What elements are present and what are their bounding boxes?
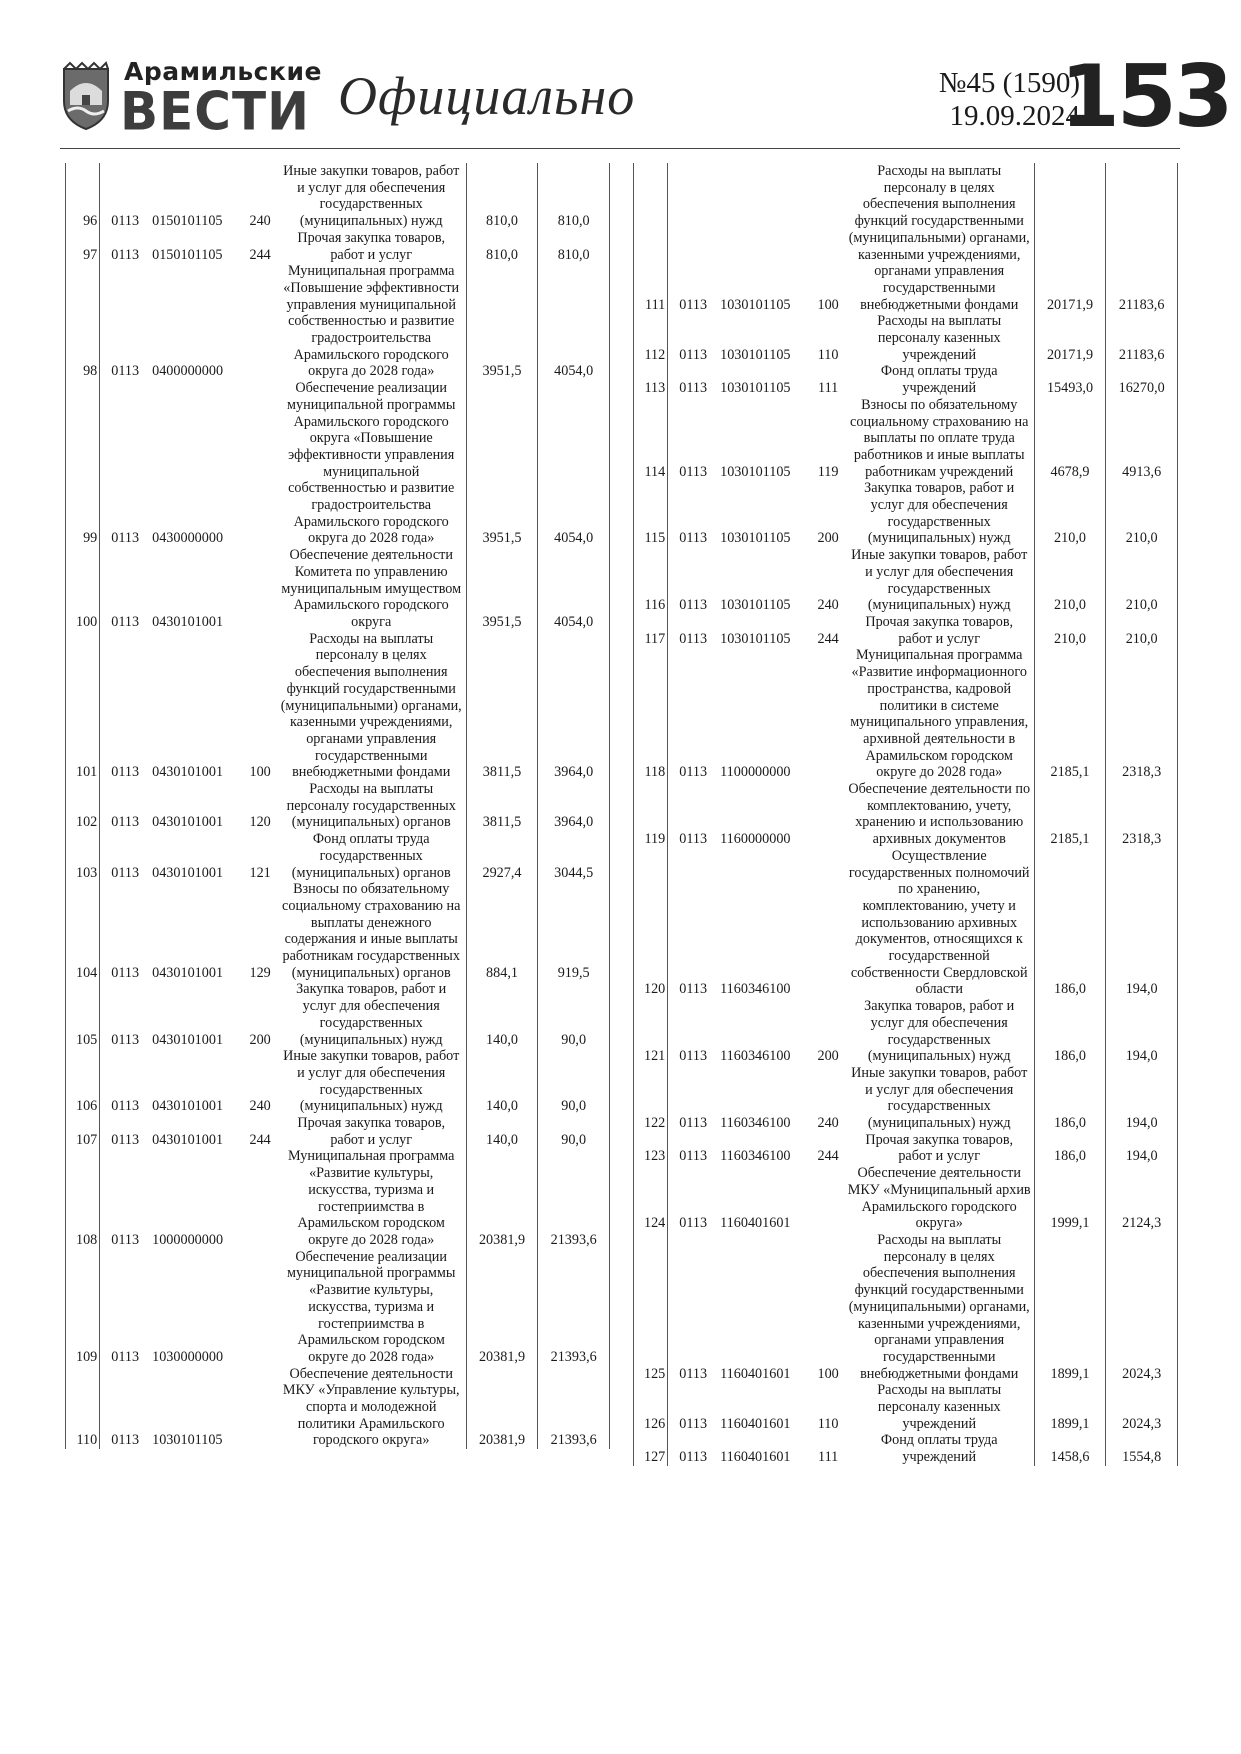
amount-year-2: 21393,6 <box>538 1249 610 1366</box>
table-row <box>66 230 610 263</box>
budget-table-right <box>633 163 1178 1466</box>
section-code: 0113 <box>679 380 708 397</box>
table-row <box>66 1115 610 1148</box>
section-code: 0113 <box>111 213 140 230</box>
section-code: 0113 <box>679 1365 708 1382</box>
amount-year-1: 1458,6 <box>1034 1432 1106 1465</box>
header-divider <box>60 148 1180 149</box>
table-row <box>66 263 610 380</box>
issue-number: №45 (1590) <box>938 67 1080 99</box>
row-number: 127 <box>634 1432 668 1465</box>
expense-type-code: 240 <box>249 213 271 230</box>
target-article-code: 0400000000 <box>152 363 224 380</box>
amount-year-2: 2024,3 <box>1106 1382 1178 1432</box>
expense-type-code: 100 <box>249 764 271 781</box>
amount-year-2: 2024,3 <box>1106 1232 1178 1382</box>
amount-year-1: 4678,9 <box>1034 397 1106 481</box>
expense-type-code <box>244 547 277 631</box>
amount-year-1: 2185,1 <box>1034 781 1106 848</box>
amount-year-2: 21393,6 <box>538 1148 610 1248</box>
left-column <box>65 163 610 1615</box>
amount-year-2: 4054,0 <box>538 380 610 547</box>
table-row <box>66 781 610 831</box>
section-code: 0113 <box>111 814 140 831</box>
table-row <box>634 397 1178 481</box>
row-number: 101 <box>66 631 100 781</box>
row-number: 107 <box>66 1115 100 1148</box>
section-code: 0113 <box>111 1131 140 1148</box>
row-number: 103 <box>66 831 100 881</box>
amount-year-1: 140,0 <box>466 1048 538 1115</box>
item-name: Иные закупки товаров, работ и услуг для обеспечения государственных (муниципальных) нужд <box>845 1065 1034 1132</box>
section-code: 0113 <box>111 864 140 881</box>
item-name: Расходы на выплаты персоналу казенных учреждений <box>845 1382 1034 1432</box>
section-code: 0113 <box>679 1048 708 1065</box>
amount-year-2: 21183,6 <box>1106 163 1178 313</box>
item-name: Обеспечение реализации муниципальной программы Арамильского городского округа «Повышение эффективности управления муниципальной собственностью и развитие градостроительства Арамильского городского округа до 2028 года» <box>277 380 466 547</box>
expense-type-code: 240 <box>817 1115 839 1132</box>
amount-year-2: 194,0 <box>1106 1065 1178 1132</box>
section-code: 0113 <box>679 1415 708 1432</box>
target-article-code: 0430101001 <box>152 864 224 881</box>
amount-year-2: 919,5 <box>538 881 610 981</box>
item-name: Расходы на выплаты персоналу казенных учреждений <box>845 313 1034 363</box>
item-name: Прочая закупка товаров, работ и услуг <box>845 614 1034 647</box>
item-name: Фонд оплаты труда учреждений <box>845 1432 1034 1465</box>
expense-type-code: 110 <box>817 346 839 363</box>
expense-type-code <box>244 1148 277 1248</box>
amount-year-1: 2927,4 <box>466 831 538 881</box>
item-name: Фонд оплаты труда учреждений <box>845 363 1034 396</box>
target-article-code: 0430101001 <box>152 814 224 831</box>
item-name: Прочая закупка товаров, работ и услуг <box>845 1132 1034 1165</box>
item-name: Обеспечение деятельности Комитета по управлению муниципальным имуществом Арамильского городского округа <box>277 547 466 631</box>
expense-type-code <box>812 647 845 781</box>
table-row <box>66 380 610 547</box>
expense-type-code: 200 <box>817 1048 839 1065</box>
amount-year-2: 810,0 <box>538 163 610 230</box>
item-name: Прочая закупка товаров, работ и услуг <box>277 230 466 263</box>
section-code: 0113 <box>679 1215 708 1232</box>
expense-type-code <box>244 263 277 380</box>
table-row <box>634 1132 1178 1165</box>
item-name: Расходы на выплаты персоналу в целях обеспечения выполнения функций государственными (муниципальными) органами, казенными учреждениями, органами управления государственными внебюджетными фондами <box>845 163 1034 313</box>
section-code: 0113 <box>679 831 708 848</box>
item-name: Муниципальная программа «Развитие информационного пространства, кадровой политики в системе муниципального управления, архивной деятельности в Арамильском городском округе до 2028 года» <box>845 647 1034 781</box>
coat-of-arms-icon <box>60 61 112 131</box>
target-article-code: 1160401601 <box>720 1415 791 1432</box>
target-article-code: 1030101105 <box>720 630 791 647</box>
section-code: 0113 <box>679 597 708 614</box>
target-article-code: 0430101001 <box>152 1031 224 1048</box>
section-code: 0113 <box>111 964 140 981</box>
target-article-code: 1160401601 <box>720 1449 791 1466</box>
amount-year-2: 3964,0 <box>538 781 610 831</box>
row-number: 123 <box>634 1132 668 1165</box>
expense-type-code <box>244 1366 277 1450</box>
target-article-code: 0430101001 <box>152 964 224 981</box>
page-number: 153 <box>1060 47 1231 147</box>
item-name: Расходы на выплаты персоналу государственных (муниципальных) органов <box>277 781 466 831</box>
item-name: Закупка товаров, работ и услуг для обеспечения государственных (муниципальных) нужд <box>277 981 466 1048</box>
expense-type-code <box>244 1249 277 1366</box>
target-article-code: 1100000000 <box>720 764 791 781</box>
amount-year-1: 140,0 <box>466 1115 538 1148</box>
target-article-code: 0430101001 <box>152 1131 224 1148</box>
amount-year-1: 20381,9 <box>466 1366 538 1450</box>
expense-type-code: 110 <box>817 1415 839 1432</box>
table-row <box>634 647 1178 781</box>
amount-year-1: 1899,1 <box>1034 1232 1106 1382</box>
amount-year-2: 4054,0 <box>538 263 610 380</box>
target-article-code: 1030101105 <box>720 597 791 614</box>
item-name: Взносы по обязательному социальному страхованию на выплаты по оплате труда работников и иные выплаты работникам учреждений <box>845 397 1034 481</box>
item-name: Прочая закупка товаров, работ и услуг <box>277 1115 466 1148</box>
amount-year-1: 1899,1 <box>1034 1382 1106 1432</box>
amount-year-2: 3964,0 <box>538 631 610 781</box>
row-number: 98 <box>66 263 100 380</box>
amount-year-2: 194,0 <box>1106 998 1178 1065</box>
expense-type-code: 120 <box>249 814 271 831</box>
section-code: 0113 <box>679 981 708 998</box>
row-number: 102 <box>66 781 100 831</box>
table-row <box>66 163 610 230</box>
amount-year-2: 3044,5 <box>538 831 610 881</box>
target-article-code: 1160346100 <box>720 1048 791 1065</box>
amount-year-1: 2185,1 <box>1034 647 1106 781</box>
table-row <box>66 1048 610 1115</box>
expense-type-code: 129 <box>249 964 271 981</box>
table-row <box>66 631 610 781</box>
expense-type-code: 244 <box>817 1148 839 1165</box>
amount-year-2: 194,0 <box>1106 848 1178 998</box>
amount-year-2: 2124,3 <box>1106 1165 1178 1232</box>
row-number: 120 <box>634 848 668 998</box>
amount-year-2: 194,0 <box>1106 1132 1178 1165</box>
row-number: 108 <box>66 1148 100 1248</box>
issue-date: 19.09.2024 <box>949 100 1080 132</box>
section-code: 0113 <box>111 1031 140 1048</box>
item-name: Расходы на выплаты персоналу в целях обеспечения выполнения функций государственными (муниципальными) органами, казенными учреждениями, органами управления государственными внебюджетными фондами <box>277 631 466 781</box>
expense-type-code: 111 <box>818 1449 839 1466</box>
target-article-code: 1030101105 <box>720 463 791 480</box>
section-code: 0113 <box>679 463 708 480</box>
row-number: 118 <box>634 647 668 781</box>
table-row <box>634 1232 1178 1382</box>
amount-year-1: 140,0 <box>466 981 538 1048</box>
amount-year-2: 21393,6 <box>538 1366 610 1450</box>
amount-year-1: 210,0 <box>1034 547 1106 614</box>
row-number: 121 <box>634 998 668 1065</box>
target-article-code: 1160000000 <box>720 831 791 848</box>
table-row <box>634 614 1178 647</box>
table-row <box>634 163 1178 313</box>
item-name: Закупка товаров, работ и услуг для обеспечения государственных (муниципальных) нужд <box>845 998 1034 1065</box>
expense-type-code: 240 <box>817 597 839 614</box>
table-row <box>634 781 1178 848</box>
row-number: 110 <box>66 1366 100 1450</box>
target-article-code: 1030101105 <box>720 296 791 313</box>
row-number: 119 <box>634 781 668 848</box>
section-code: 0113 <box>679 1115 708 1132</box>
amount-year-1: 20171,9 <box>1034 313 1106 363</box>
amount-year-1: 3951,5 <box>466 380 538 547</box>
target-article-code: 1030101105 <box>152 1432 223 1449</box>
row-number: 117 <box>634 614 668 647</box>
table-row <box>634 998 1178 1065</box>
amount-year-1: 3811,5 <box>466 781 538 831</box>
amount-year-1: 186,0 <box>1034 848 1106 998</box>
row-number: 126 <box>634 1382 668 1432</box>
amount-year-2: 210,0 <box>1106 547 1178 614</box>
row-number: 114 <box>634 397 668 481</box>
section-code: 0113 <box>679 630 708 647</box>
table-row <box>66 547 610 631</box>
expense-type-code: 200 <box>249 1031 271 1048</box>
section-code: 0113 <box>679 346 708 363</box>
table-row <box>634 313 1178 363</box>
item-name: Расходы на выплаты персоналу в целях обеспечения выполнения функций государственными (муниципальными) органами, казенными учреждениями, органами управления государственными внебюджетными фондами <box>845 1232 1034 1382</box>
expense-type-code: 244 <box>249 246 271 263</box>
expense-type-code: 111 <box>818 380 839 397</box>
target-article-code: 1030000000 <box>152 1348 224 1365</box>
amount-year-2: 2318,3 <box>1106 781 1178 848</box>
page-header <box>60 47 1231 147</box>
expense-type-code: 119 <box>817 463 839 480</box>
expense-type-code: 200 <box>817 530 839 547</box>
item-name: Обеспечение реализации муниципальной программы «Развитие культуры, искусства, туризма и гостеприимства в Арамильском городском округе до 2028 года» <box>277 1249 466 1366</box>
target-article-code: 0150101105 <box>152 246 223 263</box>
section-code: 0113 <box>111 1232 140 1248</box>
item-name: Обеспечение деятельности МКУ «Муниципальный архив Арамильского городского округа» <box>845 1165 1034 1232</box>
section-code: 0113 <box>111 530 140 547</box>
row-number: 97 <box>66 230 100 263</box>
logo-title-bottom: ВЕСТИ <box>120 81 310 142</box>
amount-year-2: 2318,3 <box>1106 647 1178 781</box>
section-code: 0113 <box>679 1148 708 1165</box>
section-code: 0113 <box>679 764 708 781</box>
expense-type-code <box>812 781 845 848</box>
row-number: 109 <box>66 1249 100 1366</box>
expense-type-code: 244 <box>249 1131 271 1148</box>
amount-year-2: 90,0 <box>538 1048 610 1115</box>
expense-type-code: 121 <box>249 864 271 881</box>
section-code: 0113 <box>111 1432 140 1449</box>
row-number: 125 <box>634 1232 668 1382</box>
target-article-code: 1160346100 <box>720 981 791 998</box>
table-row <box>634 1432 1178 1465</box>
amount-year-1: 186,0 <box>1034 1065 1106 1132</box>
expense-type-code: 100 <box>817 296 839 313</box>
item-name: Осуществление государственных полномочий по хранению, комплектованию, учету и использованию архивных документов, относящихся к государственной собственности Свердловской области <box>845 848 1034 998</box>
item-name: Иные закупки товаров, работ и услуг для обеспечения государственных (муниципальных) нужд <box>277 1048 466 1115</box>
amount-year-2: 21183,6 <box>1106 313 1178 363</box>
expense-type-code: 240 <box>249 1098 271 1115</box>
row-number: 115 <box>634 480 668 547</box>
target-article-code: 0430101001 <box>152 1098 224 1115</box>
amount-year-1: 3951,5 <box>466 263 538 380</box>
table-row <box>66 1366 610 1450</box>
table-row <box>66 1249 610 1366</box>
target-article-code: 1030101105 <box>720 530 791 547</box>
table-row <box>634 363 1178 396</box>
amount-year-2: 210,0 <box>1106 480 1178 547</box>
newspaper-logo <box>60 55 322 142</box>
amount-year-1: 210,0 <box>1034 614 1106 647</box>
amount-year-2: 810,0 <box>538 230 610 263</box>
expense-type-code <box>812 848 845 998</box>
amount-year-1: 3811,5 <box>466 631 538 781</box>
item-name: Иные закупки товаров, работ и услуг для обеспечения государственных (муниципальных) нужд <box>845 547 1034 614</box>
target-article-code: 1160401601 <box>720 1215 791 1232</box>
section-title: Официально <box>338 66 636 126</box>
amount-year-1: 1999,1 <box>1034 1165 1106 1232</box>
amount-year-1: 884,1 <box>466 881 538 981</box>
expense-type-code <box>244 380 277 547</box>
amount-year-1: 186,0 <box>1034 1132 1106 1165</box>
item-name: Иные закупки товаров, работ и услуг для обеспечения государственных (муниципальных) нужд <box>277 163 466 230</box>
item-name: Фонд оплаты труда государственных (муниципальных) органов <box>277 831 466 881</box>
target-article-code: 1000000000 <box>152 1232 224 1248</box>
amount-year-2: 4054,0 <box>538 547 610 631</box>
item-name: Закупка товаров, работ и услуг для обеспечения государственных (муниципальных) нужд <box>845 480 1034 547</box>
amount-year-1: 20381,9 <box>466 1148 538 1248</box>
section-code: 0113 <box>111 1348 140 1365</box>
target-article-code: 0430101001 <box>152 764 224 781</box>
amount-year-1: 210,0 <box>1034 480 1106 547</box>
section-code: 0113 <box>111 613 140 630</box>
amount-year-1: 810,0 <box>466 230 538 263</box>
amount-year-2: 90,0 <box>538 981 610 1048</box>
amount-year-1: 20381,9 <box>466 1249 538 1366</box>
item-name: Муниципальная программа «Развитие культуры, искусства, туризма и гостеприимства в Арамильском городском округе до 2028 года» <box>277 1148 466 1248</box>
amount-year-2: 90,0 <box>538 1115 610 1148</box>
section-code: 0113 <box>111 363 140 380</box>
row-number: 124 <box>634 1165 668 1232</box>
amount-year-2: 16270,0 <box>1106 363 1178 396</box>
right-column <box>633 163 1178 1615</box>
target-article-code: 1030101105 <box>720 346 791 363</box>
row-number: 104 <box>66 881 100 981</box>
amount-year-2: 4913,6 <box>1106 397 1178 481</box>
target-article-code: 1160346100 <box>720 1115 791 1132</box>
table-row <box>66 831 610 881</box>
row-number: 122 <box>634 1065 668 1132</box>
row-number: 112 <box>634 313 668 363</box>
expense-type-code <box>812 1165 845 1232</box>
amount-year-1: 20171,9 <box>1034 163 1106 313</box>
table-row <box>634 848 1178 998</box>
amount-year-1: 15493,0 <box>1034 363 1106 396</box>
amount-year-2: 1554,8 <box>1106 1432 1178 1465</box>
table-row <box>634 1382 1178 1432</box>
table-row <box>66 1148 610 1248</box>
target-article-code: 0430000000 <box>152 530 224 547</box>
table-row <box>634 547 1178 614</box>
logo-title-top: Арамильские <box>124 57 322 86</box>
item-name: Взносы по обязательному социальному страхованию на выплаты денежного содержания и иные выплаты работникам государственных (муниципальных) органов <box>277 881 466 981</box>
expense-type-code: 100 <box>817 1365 839 1382</box>
budget-table-left <box>65 163 610 1449</box>
row-number: 113 <box>634 363 668 396</box>
table-row <box>634 480 1178 547</box>
row-number: 106 <box>66 1048 100 1115</box>
row-number: 100 <box>66 547 100 631</box>
row-number: 111 <box>634 163 668 313</box>
target-article-code: 1030101105 <box>720 380 791 397</box>
target-article-code: 0430101001 <box>152 613 224 630</box>
amount-year-1: 3951,5 <box>466 547 538 631</box>
table-row <box>634 1065 1178 1132</box>
expense-type-code: 244 <box>817 630 839 647</box>
row-number: 99 <box>66 380 100 547</box>
target-article-code: 1160346100 <box>720 1148 791 1165</box>
section-code: 0113 <box>111 246 140 263</box>
table-row <box>66 881 610 981</box>
section-code: 0113 <box>679 1449 708 1466</box>
row-number: 96 <box>66 163 100 230</box>
section-code: 0113 <box>111 764 140 781</box>
amount-year-1: 810,0 <box>466 163 538 230</box>
amount-year-1: 186,0 <box>1034 998 1106 1065</box>
item-name: Обеспечение деятельности по комплектованию, учету, хранению и использованию архивных документов <box>845 781 1034 848</box>
table-row <box>634 1165 1178 1232</box>
row-number: 105 <box>66 981 100 1048</box>
target-article-code: 1160401601 <box>720 1365 791 1382</box>
section-code: 0113 <box>679 296 708 313</box>
target-article-code: 0150101105 <box>152 213 223 230</box>
issue-info <box>880 67 1080 133</box>
item-name: Обеспечение деятельности МКУ «Управление культуры, спорта и молодежной политики Арамильского городского округа» <box>277 1366 466 1450</box>
row-number: 116 <box>634 547 668 614</box>
section-code: 0113 <box>111 1098 140 1115</box>
section-code: 0113 <box>679 530 708 547</box>
amount-year-2: 210,0 <box>1106 614 1178 647</box>
table-row <box>66 981 610 1048</box>
item-name: Муниципальная программа «Повышение эффективности управления муниципальной собственностью и развитие градостроительства Арамильского городского округа до 2028 года» <box>277 263 466 380</box>
